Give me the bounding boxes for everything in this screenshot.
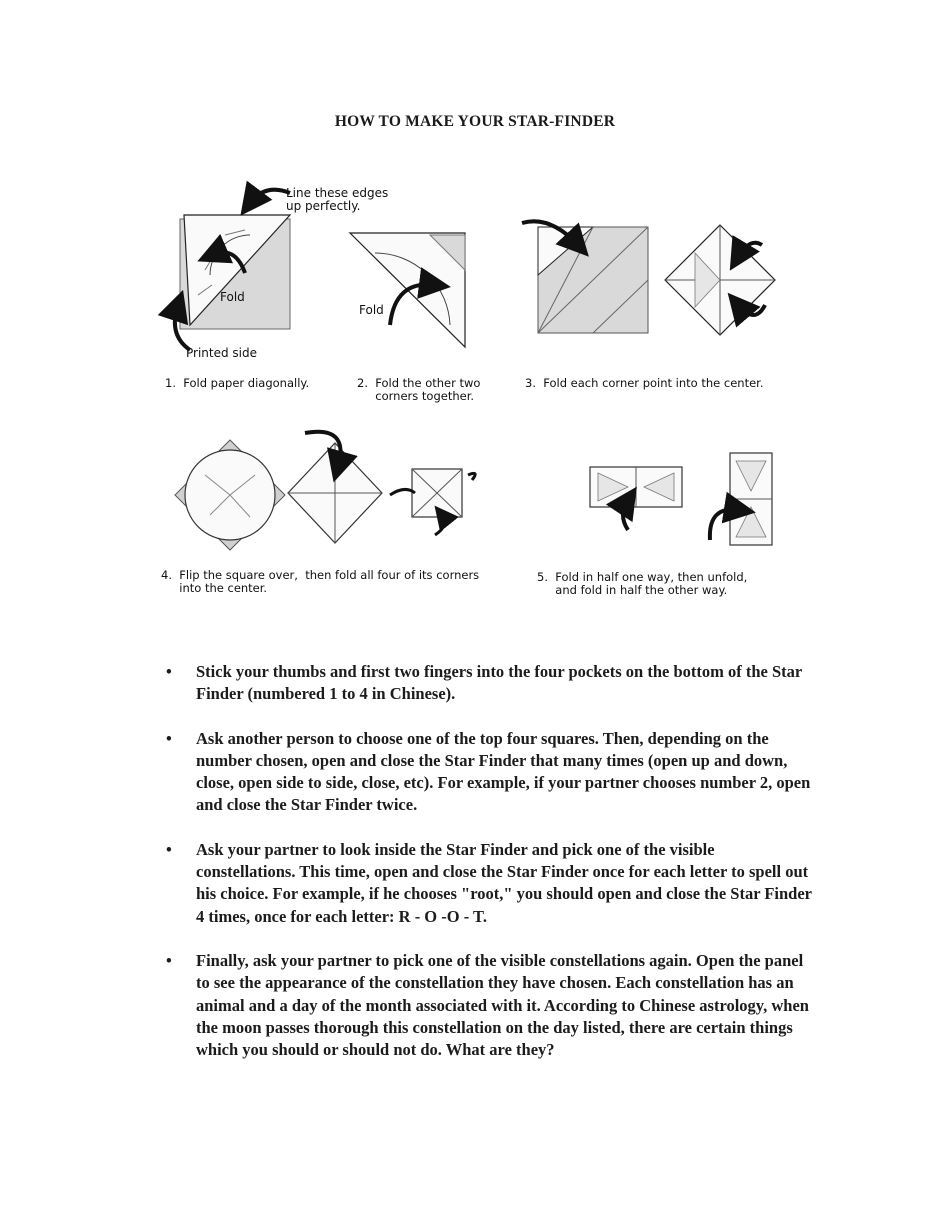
instruction-list (166, 661, 816, 1083)
bullet-marker: • (166, 839, 172, 859)
step-1-caption: 1. Fold paper diagonally. (165, 376, 310, 390)
instruction-item (166, 661, 816, 706)
annotation-printed-side: Printed side (186, 346, 258, 360)
step-3-caption: 3. Fold each corner point into the center. (525, 376, 764, 390)
step-5-caption: 5. Fold in half one way, then unfold, and fold in half the other way. (537, 570, 748, 597)
step-3-square (522, 221, 648, 333)
step-3-diamond (665, 225, 775, 335)
folding-diagram (150, 175, 810, 610)
step-4-caption: 4. Flip the square over, then fold all four of its corners into the center. (161, 568, 480, 595)
instruction-text: Finally, ask your partner to pick one of the visible constellations again. Open the panel to see the appearance of the constellation they have chosen. Each constellation has an animal and a day of the month associated with it. According to Chinese astrology, when the moon passes thorough this constellation on the day listed, there are certain things which you should or should not do. What are they? (196, 950, 809, 1060)
annotation-fold-2: Fold (359, 303, 384, 317)
step-4-illustrations (175, 432, 475, 550)
annotation-line-edges: Line these edges up perfectly. (286, 186, 389, 213)
instruction-item (166, 839, 816, 928)
bullet-marker: • (166, 662, 172, 681)
step-1-illustration (175, 190, 290, 350)
step-5-illustrations (590, 453, 772, 545)
page-title: HOW TO MAKE YOUR STAR-FINDER (334, 113, 616, 130)
step-2-caption: 2. Fold the other two corners together. (357, 376, 481, 403)
instruction-text: Ask your partner to look inside the Star Finder and pick one of the visible constellations. This time, open and close the Star Finder once for each letter to spell out his choice. For example, if he chooses "root," you should open and close the Star Finder 4 times, once for each letter: R - O -O - T. (196, 839, 812, 926)
annotation-fold-1: Fold (220, 290, 245, 304)
bullet-marker: • (166, 950, 172, 970)
instruction-text: Stick your thumbs and first two fingers into the four pockets on the bottom of the Star Finder (numbered 1 to 4 in Chinese). (196, 662, 802, 704)
instruction-item (166, 728, 816, 817)
instruction-item (166, 950, 816, 1061)
instruction-text: Ask another person to choose one of the top four squares. Then, depending on the number chosen, open and close the Star Finder that many times (open up and down, close, open side to side, close, etc). For example, if your partner chooses number 2, open and close the Star Finder twice. (196, 728, 811, 815)
bullet-marker: • (166, 728, 172, 748)
step-2-illustration (350, 233, 465, 347)
